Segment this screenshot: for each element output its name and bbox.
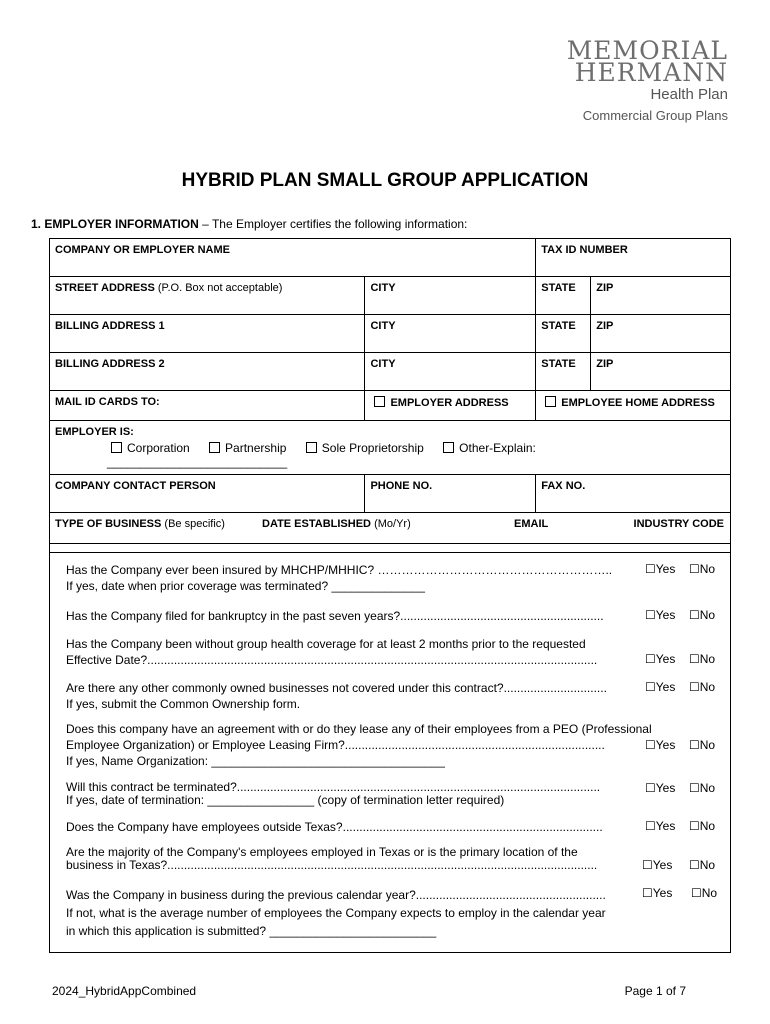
question-text-cont: business in Texas?................................................................................................................................. bbox=[66, 858, 598, 872]
question-text: Was the Company in business during the previous calendar year?......................................................... bbox=[66, 888, 606, 902]
question-followup: If yes, Name Organization: ___________________________________ bbox=[66, 754, 445, 768]
fax-field[interactable] bbox=[536, 475, 731, 513]
tax-id-field[interactable] bbox=[536, 239, 731, 277]
state-field-2[interactable] bbox=[536, 315, 591, 353]
question-peo bbox=[66, 721, 718, 769]
checkbox[interactable] bbox=[306, 442, 317, 453]
billing-address-1-field[interactable] bbox=[50, 315, 365, 353]
logo-line-4: Commercial Group Plans bbox=[582, 108, 728, 123]
employee-home-address-label: EMPLOYEE HOME ADDRESS bbox=[561, 397, 715, 409]
logo-line-3: Health Plan bbox=[650, 86, 728, 103]
yes-checkbox[interactable]: ☐Yes bbox=[642, 858, 673, 872]
question-text: Has the Company filed for bankruptcy in the past seven years?............................................................. bbox=[66, 609, 604, 623]
industry-code-label: INDUSTRY CODE bbox=[633, 518, 724, 530]
section-number: 1. bbox=[31, 217, 42, 231]
no-checkbox[interactable]: ☐No bbox=[689, 858, 716, 872]
city-field-1[interactable] bbox=[365, 277, 536, 315]
state-field-1[interactable] bbox=[536, 277, 591, 315]
footer-page-number: Page 1 of 7 bbox=[624, 984, 686, 998]
state-field-3[interactable] bbox=[536, 353, 591, 391]
yes-checkbox[interactable]: ☐Yes bbox=[645, 781, 676, 795]
no-checkbox[interactable]: ☐No bbox=[689, 652, 716, 666]
billing-address-1-label: BILLING ADDRESS 1 bbox=[55, 320, 165, 332]
footer-document-id: 2024_HybridAppCombined bbox=[52, 984, 197, 998]
question-termination bbox=[66, 781, 718, 807]
no-checkbox[interactable]: ☐No bbox=[689, 738, 716, 752]
state-label: STATE bbox=[541, 358, 576, 370]
yes-checkbox[interactable]: ☐Yes bbox=[645, 680, 676, 694]
question-followup: If yes, submit the Common Ownership form. bbox=[66, 697, 301, 711]
logo-line-1: MEMORIAL bbox=[566, 36, 728, 65]
type-of-business-label: TYPE OF BUSINESS bbox=[55, 518, 162, 530]
checkbox[interactable] bbox=[209, 442, 220, 453]
question-text-cont: Effective Date?....................................................................................................................................... bbox=[66, 653, 598, 667]
question-text: Has the Company been without group health coverage for at least 2 months prior to the requested bbox=[66, 637, 586, 651]
question-text-cont: Employee Organization) or Employee Leasing Firm?.............................................................................. bbox=[66, 738, 605, 752]
corporation-label: Corporation bbox=[127, 441, 190, 455]
employee-home-address-option[interactable] bbox=[536, 391, 731, 421]
contact-person-field[interactable] bbox=[50, 475, 365, 513]
yes-checkbox[interactable]: ☐Yes bbox=[645, 608, 676, 622]
yes-checkbox[interactable]: ☐Yes bbox=[645, 562, 676, 576]
city-label: CITY bbox=[370, 320, 396, 332]
section-title: EMPLOYER INFORMATION bbox=[44, 217, 199, 231]
sole-proprietorship-label: Sole Proprietorship bbox=[321, 441, 424, 455]
email-label: EMAIL bbox=[514, 518, 549, 530]
zip-field-3[interactable] bbox=[591, 353, 731, 391]
yes-checkbox[interactable]: ☐Yes bbox=[645, 819, 676, 833]
mail-id-cards-label: MAIL ID CARDS TO: bbox=[55, 396, 160, 408]
section-heading bbox=[31, 217, 467, 231]
tax-id-label: TAX ID NUMBER bbox=[541, 244, 628, 256]
yes-checkbox[interactable]: ☐Yes bbox=[645, 738, 676, 752]
partnership-label: Partnership bbox=[225, 441, 287, 455]
employer-is-cell bbox=[50, 421, 731, 475]
question-common-ownership bbox=[66, 680, 718, 712]
option-corporation[interactable] bbox=[107, 441, 190, 455]
section-text: – The Employer certifies the following information: bbox=[198, 217, 468, 231]
zip-field-2[interactable] bbox=[591, 315, 731, 353]
eligibility-questions-box bbox=[49, 543, 731, 953]
date-established bbox=[262, 518, 411, 530]
contact-person-label: COMPANY CONTACT PERSON bbox=[55, 480, 216, 492]
question-followup: If not, what is the average number of employees the Company expects to employ in the calendar year bbox=[66, 906, 606, 920]
question-texas-majority bbox=[66, 846, 718, 872]
question-bankruptcy bbox=[66, 608, 718, 624]
question-previous-year bbox=[66, 886, 718, 940]
city-field-2[interactable] bbox=[365, 315, 536, 353]
city-field-3[interactable] bbox=[365, 353, 536, 391]
state-label: STATE bbox=[541, 320, 576, 332]
fax-label: FAX NO. bbox=[541, 480, 586, 492]
zip-field-1[interactable] bbox=[591, 277, 731, 315]
option-partnership[interactable] bbox=[205, 441, 286, 455]
employer-address-option[interactable] bbox=[365, 391, 536, 421]
date-established-note: (Mo/Yr) bbox=[374, 518, 411, 530]
type-of-business-note: (Be specific) bbox=[164, 518, 225, 530]
checkbox[interactable] bbox=[545, 396, 556, 407]
employer-info-table bbox=[49, 238, 731, 553]
company-name-field[interactable] bbox=[50, 239, 536, 277]
option-sole-proprietorship[interactable] bbox=[302, 441, 424, 455]
billing-address-2-label: BILLING ADDRESS 2 bbox=[55, 358, 165, 370]
no-checkbox[interactable]: ☐No bbox=[689, 608, 716, 622]
question-text: Will this contract be terminated?............................................................................................................. bbox=[66, 780, 601, 794]
street-address-label: STREET ADDRESS bbox=[55, 282, 155, 294]
question-text: Does the Company have employees outside Texas?.............................................................................. bbox=[66, 820, 603, 834]
question-prior-insurance bbox=[66, 562, 718, 594]
logo-line-2: HERMANN bbox=[574, 58, 728, 87]
page-title: HYBRID PLAN SMALL GROUP APPLICATION bbox=[181, 170, 589, 191]
question-text: Has the Company ever been insured by MHCHP/MHHIC? ………………………………………………….. bbox=[66, 563, 613, 577]
zip-label: ZIP bbox=[596, 282, 614, 294]
phone-label: PHONE NO. bbox=[370, 480, 433, 492]
question-outside-texas bbox=[66, 819, 718, 835]
checkbox[interactable] bbox=[374, 396, 385, 407]
checkbox[interactable] bbox=[111, 442, 122, 453]
type-of-business bbox=[55, 518, 225, 530]
question-text: Does this company have an agreement with or do they lease any of their employees from a PEO (Professional bbox=[66, 722, 652, 736]
question-followup: If yes, date of termination: ________________ (copy of termination letter required) bbox=[66, 793, 505, 807]
phone-field[interactable] bbox=[365, 475, 536, 513]
checkbox[interactable] bbox=[443, 442, 454, 453]
city-label: CITY bbox=[370, 282, 396, 294]
employer-type-options bbox=[107, 441, 725, 469]
no-checkbox[interactable]: ☐No bbox=[689, 819, 716, 833]
question-followup-cont: in which this application is submitted? _________________________ bbox=[66, 924, 437, 938]
question-text: Are there any other commonly owned businesses not covered under this contract?............................... bbox=[66, 681, 607, 695]
company-name-label: COMPANY OR EMPLOYER NAME bbox=[55, 244, 230, 256]
no-checkbox[interactable]: ☐No bbox=[689, 562, 716, 576]
yes-checkbox[interactable]: ☐Yes bbox=[642, 886, 673, 900]
question-text: Are the majority of the Company's employees employed in Texas or is the primary location of the bbox=[66, 845, 578, 859]
employer-is-label: EMPLOYER IS: bbox=[55, 426, 134, 438]
zip-label: ZIP bbox=[596, 320, 614, 332]
state-label: STATE bbox=[541, 282, 576, 294]
street-address-note: (P.O. Box not acceptable) bbox=[157, 282, 283, 294]
mail-id-cards-cell bbox=[50, 391, 365, 421]
employer-address-label: EMPLOYER ADDRESS bbox=[390, 397, 509, 409]
other-explain-label: Other-Explain: ___________________________ bbox=[107, 441, 536, 469]
date-established-label: DATE ESTABLISHED bbox=[262, 518, 371, 530]
zip-label: ZIP bbox=[596, 358, 614, 370]
yes-checkbox[interactable]: ☐Yes bbox=[645, 652, 676, 666]
billing-address-2-field[interactable] bbox=[50, 353, 365, 391]
question-without-coverage bbox=[66, 636, 718, 668]
street-address-field[interactable] bbox=[50, 277, 365, 315]
question-followup: If yes, date when prior coverage was terminated? ______________ bbox=[66, 579, 425, 593]
no-checkbox[interactable]: ☐No bbox=[689, 781, 716, 795]
no-checkbox[interactable]: ☐No bbox=[691, 886, 718, 900]
memorial-hermann-logo bbox=[566, 36, 728, 123]
no-checkbox[interactable]: ☐No bbox=[689, 680, 716, 694]
city-label: CITY bbox=[370, 358, 396, 370]
